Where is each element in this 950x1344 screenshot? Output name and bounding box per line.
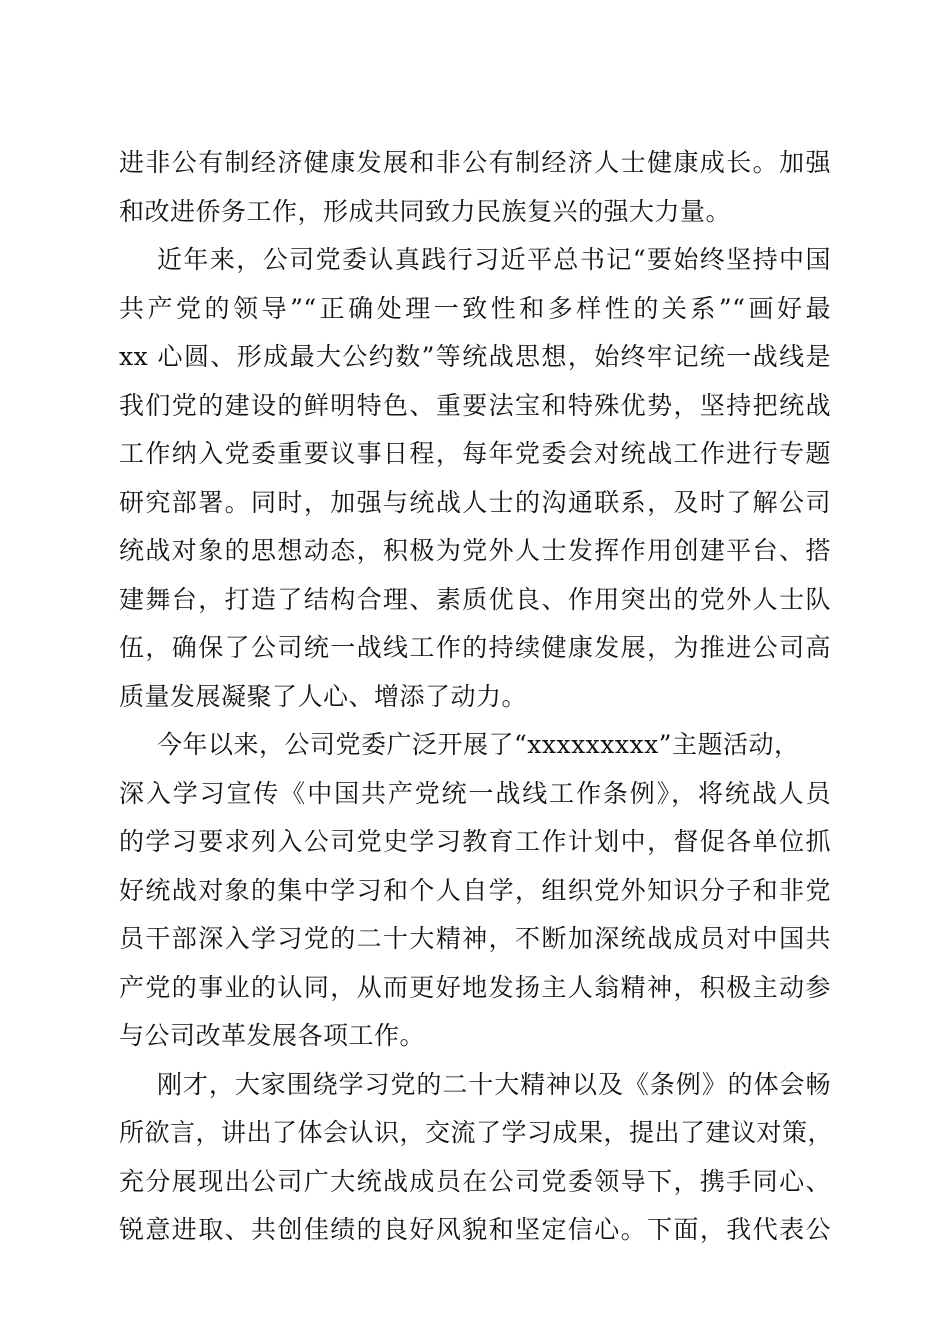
text-line: 好统战对象的集中学习和个人自学，组织党外知识分子和非党	[119, 875, 831, 905]
text-line: 研究部署。同时，加强与统战人士的沟通联系，及时了解公司	[119, 487, 831, 517]
body-text	[119, 139, 834, 1255]
text-line: 工作纳入党委重要议事日程，每年党委会对统战工作进行专题	[119, 439, 831, 468]
text-line: 所欲言，讲出了体会认识，交流了学习成果，提出了建议对策，	[119, 1118, 834, 1147]
text-line: 锐意进取、共创佳绩的良好风貌和坚定信心。下面，我代表公	[119, 1215, 831, 1244]
paragraph-start-line: 今年以来，公司党委广泛开展了“xxxxxxxxx”主题活动，	[157, 730, 800, 759]
text-line: 深入学习宣传《中国共产党统一战线工作条例》，将统战人员	[119, 778, 831, 808]
paragraph-start-line: 近年来，公司党委认真践行习近平总书记“要始终坚持中国	[157, 245, 831, 274]
text-line: 统战对象的思想动态，积极为党外人士发挥作用创建平台、搭	[119, 536, 831, 565]
text-line: 共产党的领导”“正确处理一致性和多样性的关系”“画好最	[119, 293, 831, 323]
paragraph-start-line: 刚才，大家围绕学习党的二十大精神以及《条例》的体会畅	[157, 1069, 831, 1099]
text-line: 的学习要求列入公司党史学习教育工作计划中，督促各单位抓	[119, 827, 831, 856]
text-line: 和改进侨务工作，形成共同致力民族复兴的强大力量。	[119, 196, 732, 226]
text-line: 产党的事业的认同，从而更好地发扬主人翁精神，积极主动参	[119, 972, 831, 1002]
text-line: xx 心圆、形成最大公约数”等统战思想，始终牢记统一战线是	[119, 342, 831, 371]
text-line: 员干部深入学习党的二十大精神，不断加深统战成员对中国共	[119, 924, 831, 953]
text-line: 建舞台，打造了结构合理、素质优良、作用突出的党外人士队	[119, 584, 831, 614]
text-line: 质量发展凝聚了人心、增添了动力。	[119, 681, 528, 711]
text-line: 我们党的建设的鲜明特色、重要法宝和特殊优势，坚持把统战	[119, 390, 831, 420]
text-line: 与公司改革发展各项工作。	[119, 1021, 426, 1050]
text-line: 进非公有制经济健康发展和非公有制经济人士健康成长。加强	[119, 148, 831, 177]
text-line: 伍，确保了公司统一战线工作的持续健康发展，为推进公司高	[119, 633, 831, 662]
text-line: 充分展现出公司广大统战成员在公司党委领导下，携手同心、	[119, 1166, 831, 1196]
